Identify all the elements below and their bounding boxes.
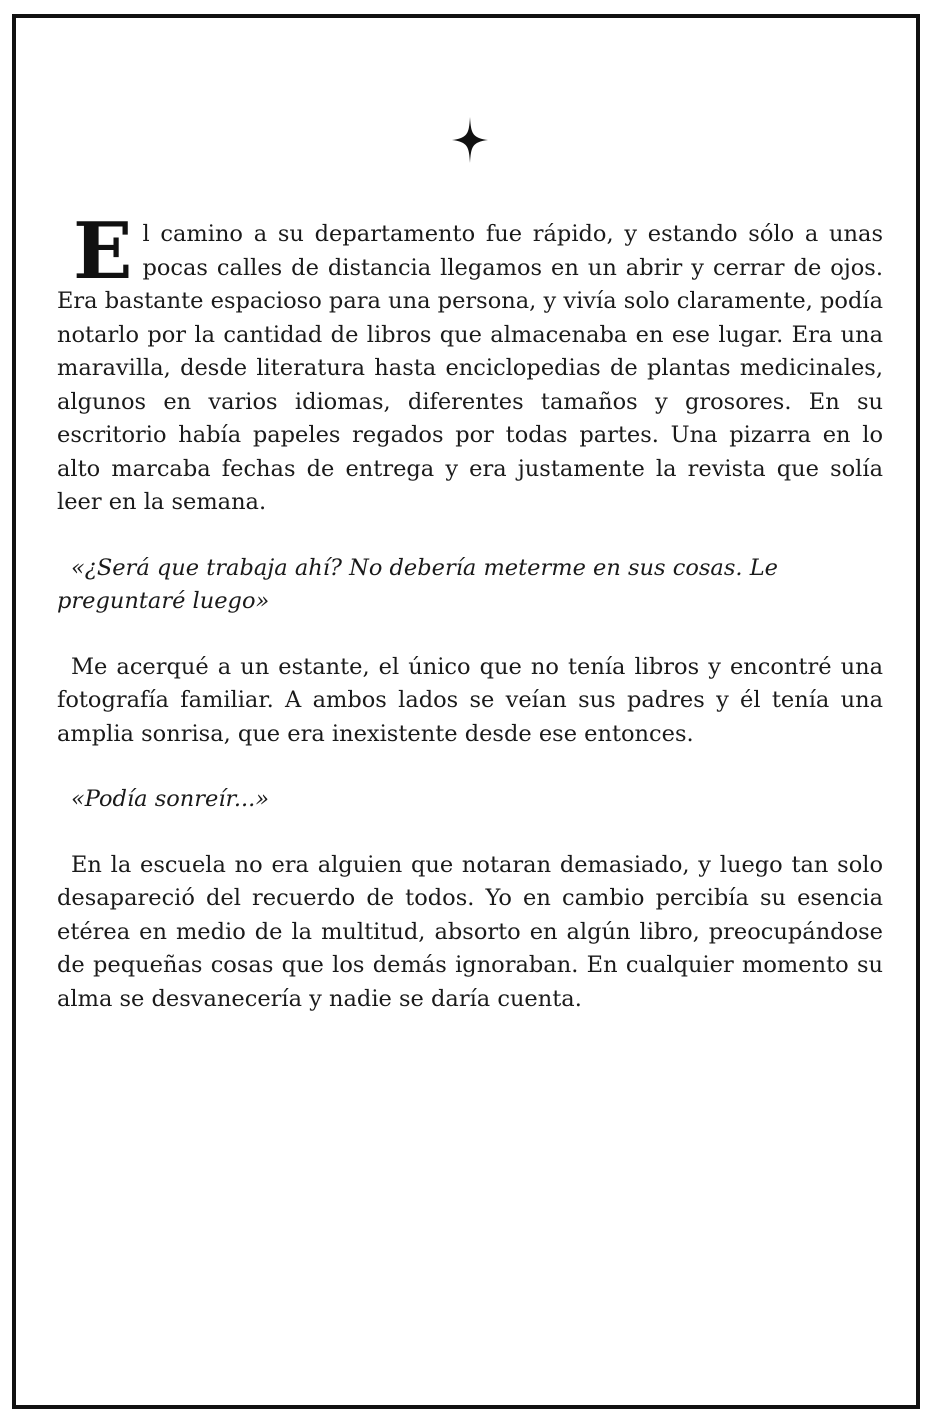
chapter-text bbox=[57, 206, 883, 1016]
inner-thought-1: «¿Será que trabaja ahí? No debería meterme en sus cosas. Le preguntaré luego» bbox=[57, 554, 778, 614]
inner-thought-2: «Podía sonreír...» bbox=[71, 786, 270, 812]
drop-cap: E bbox=[73, 206, 131, 297]
paragraph-3: En la escuela no era alguien que notaran demasiado, y luego tan solo desapareció del recuerdo de todos. Yo en cambio percibía su esencia etérea en medio de la multitud, absorto en algún libro, preocupándose de pequeñas cosas que los demás ignoraban. En cualquier momento su alma se desvanecería y nadie se daría cuenta. bbox=[57, 851, 883, 1012]
paragraph-1 bbox=[57, 206, 883, 520]
paragraph-2: Me acerqué a un estante, el único que no tenía libros y encontré una fotografía familiar. A ambos lados se veían sus padres y él tenía una amplia sonrisa, que era inexistente desde ese entonces. bbox=[57, 653, 883, 747]
paragraph-1-text: l camino a su departamento fue rápido, y estando sólo a unas pocas calles de distancia llegamos en un abrir y cerrar de ojos. Era bastante espacioso para una persona, y vivía solo claramente, podía notarlo por la cantidad de libros que almacenaba en ese lugar. Era una maravilla, desde literatura hasta enciclopedias de plantas medicinales, algunos en varios idiomas, diferentes tamaños y grosores. En su escritorio había papeles regados por todas partes. Una pizarra en lo alto marcaba fechas de entrega y era justamente la revista que solía leer en la semana. bbox=[57, 221, 883, 515]
four-point-star-icon bbox=[450, 115, 490, 165]
